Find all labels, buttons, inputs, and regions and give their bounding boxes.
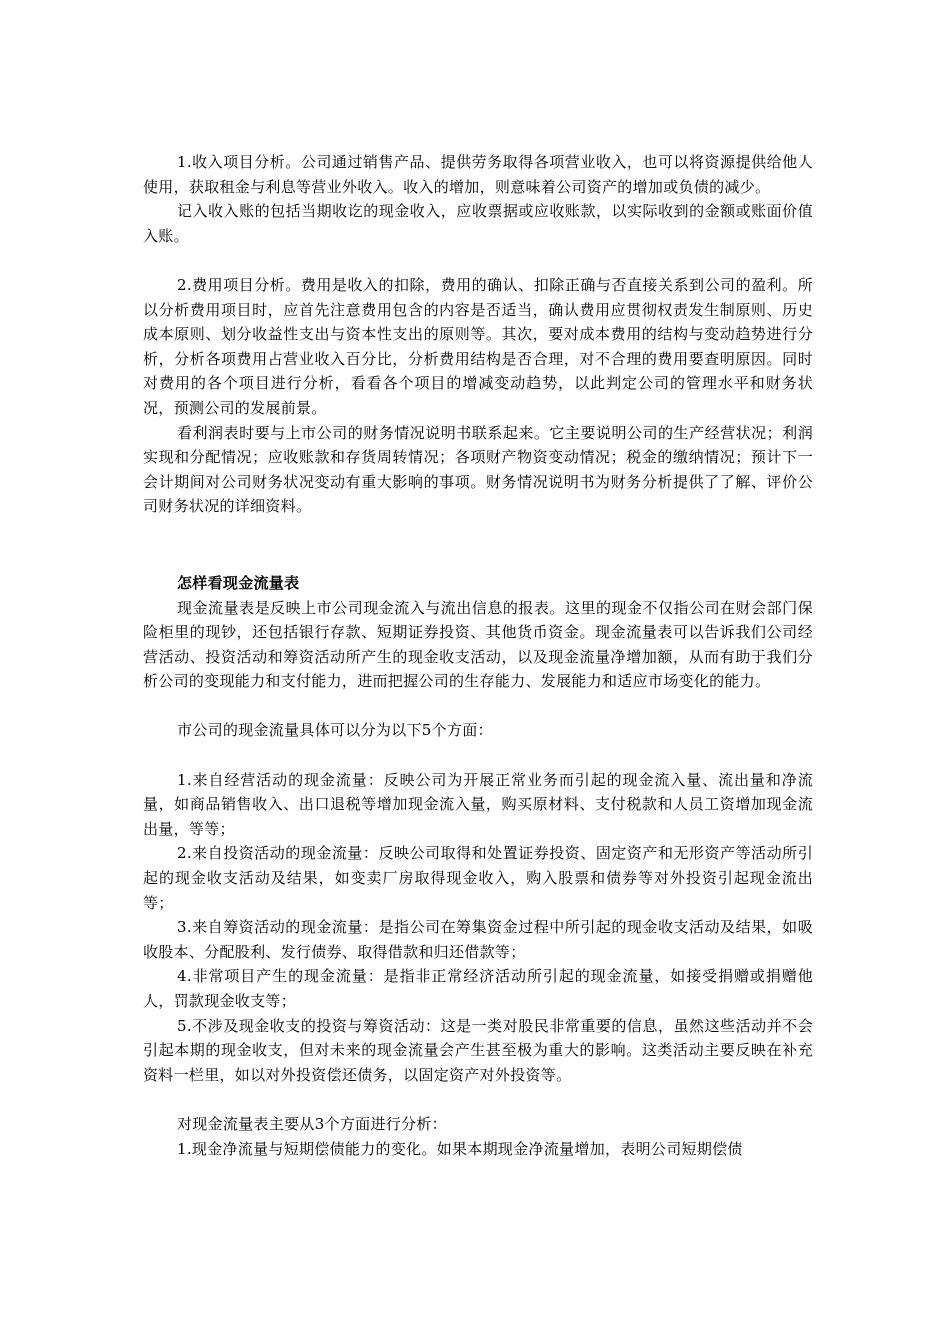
document-page xyxy=(143,150,813,1161)
list-item-investing-cash-flow: 2.来自投资活动的现金流量：反映公司取得和处置证券投资、固定资产和无形资产等活动所引起的现金收支活动及结果，如变卖厂房取得现金收入，购入股票和债券等对外投资引起现金流出等； xyxy=(143,844,813,912)
paragraph-expense-analysis: 2.费用项目分析。费用是收入的扣除，费用的确认、扣除正确与否直接关系到公司的盈利。所以分析费用项目时，应首先注意费用包含的内容是否适当，确认费用应贯彻权责发生制原则、历史成本原则、划分收益性支出与资本性支出的原则等。其次，要对成本费用的结构与变动趋势进行分析，分析各项费用占营业收入百分比，分析费用结构是否合理，对不合理的费用要查明原因。同时对费用的各个项目进行分析，看看各个项目的增减变动趋势，以此判定公司的管理水平和财务状况，预测公司的发展前景。 xyxy=(143,275,813,417)
spacer xyxy=(143,743,813,768)
paragraph-five-aspects: 市公司的现金流量具体可以分为以下5个方面： xyxy=(177,721,493,740)
spacer xyxy=(143,694,813,719)
spacer xyxy=(143,519,813,571)
list-item-operating-cash-flow: 1.来自经营活动的现金流量：反映公司为开展正常业务而引起的现金流入量、流出量和净流量，如商品销售收入、出口退税等增加现金流入量，购买原材料、支付税款和人员工资增加现金流出量，等等； xyxy=(143,770,813,838)
list-item-extraordinary-cash-flow: 4.非常项目产生的现金流量：是指非正常经济活动所引起的现金流量，如接受捐赠或捐赠他人，罚款现金收支等； xyxy=(143,967,813,1010)
paragraph-three-aspects: 对现金流量表主要从3个方面进行分析： xyxy=(177,1114,447,1133)
paragraph-revenue-analysis: 1.收入项目分析。公司通过销售产品、提供劳务取得各项营业收入，也可以将资源提供给他人使用，获取租金与利息等营业外收入。收入的增加，则意味着公司资产的增加或负债的减少。 xyxy=(143,153,813,196)
list-item-financing-cash-flow: 3.来自筹资活动的现金流量：是指公司在筹集资金过程中所引起的现金收支活动及结果，如吸收股本、分配股利、发行债券、取得借款和归还借款等； xyxy=(143,918,813,961)
section-heading: 怎样看现金流量表 xyxy=(177,573,300,592)
list-item-non-cash-activities: 5.不涉及现金收支的投资与筹资活动：这是一类对股民非常重要的信息，虽然这些活动并不会引起本期的现金收支，但对未来的现金流量会产生甚至极为重大的影响。这类活动主要反映在补充资料一栏里，如以对外投资偿还债务，以固定资产对外投资等。 xyxy=(143,1016,813,1084)
spacer xyxy=(143,1087,813,1112)
spacer xyxy=(143,248,813,273)
paragraph-revenue-recording: 记入收入账的包括当期收讫的现金收入，应收票据或应收账款，以实际收到的金额或账面价值入账。 xyxy=(143,202,813,245)
list-item-net-cash-flow: 1.现金净流量与短期偿债能力的变化。如果本期现金净流量增加，表明公司短期偿债 xyxy=(177,1139,743,1158)
paragraph-cash-flow-intro: 现金流量表是反映上市公司现金流入与流出信息的报表。这里的现金不仅指公司在财会部门保险柜里的现钞，还包括银行存款、短期证券投资、其他货币资金。现金流量表可以告诉我们公司经营活动、投资活动和筹资活动所产生的现金收支活动，以及现金流量净增加额，从而有助于我们分析公司的变现能力和支付能力，进而把握公司的生存能力、发展能力和适应市场变化的能力。 xyxy=(143,598,813,691)
paragraph-financial-statement-note: 看利润表时要与上市公司的财务情况说明书联系起来。它主要说明公司的生产经营状况；利润实现和分配情况；应收账款和存货周转情况；各项财产物资变动情况；税金的缴纳情况；预计下一会计期间对公司财务状况变动有重大影响的事项。财务情况说明书为财务分析提供了了解、评价公司财务状况的详细资料。 xyxy=(143,423,813,516)
